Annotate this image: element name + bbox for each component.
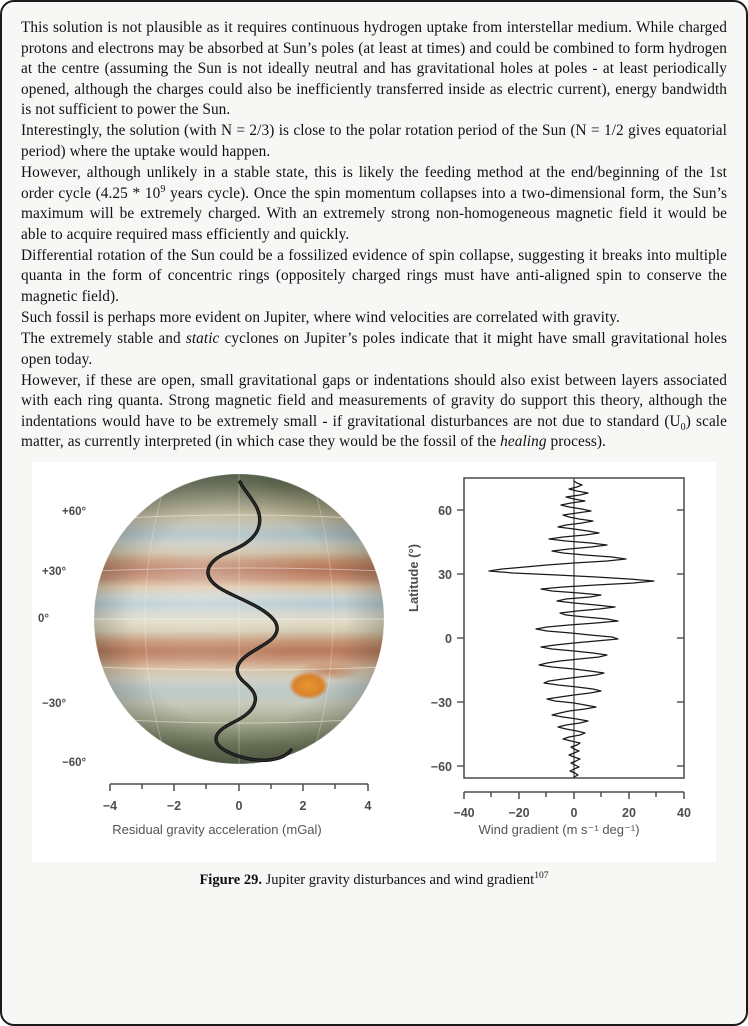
paragraph-2: Interestingly, the solution (with N = 2/3) is close to the polar rotation period of the Sun (N = 1/2 gives equatorial period) where the uptake would happen. [21, 122, 727, 160]
figure-caption-reference: 107 [534, 869, 549, 881]
paragraph-6 [21, 329, 727, 370]
wind-xtick-0: 0 [570, 805, 578, 818]
paragraph-7 [21, 371, 727, 453]
globe-lat-label-60s: −60° [62, 756, 87, 769]
figure-image-area [32, 462, 716, 862]
globe-lat-label-30n: +30° [42, 565, 67, 578]
wind-gradient-plot [428, 470, 698, 818]
chart-wind-gradient [402, 462, 716, 862]
paragraph-3 [21, 163, 727, 245]
wind-xtick-neg40: −40 [453, 805, 475, 818]
gravity-xtick-0: 0 [235, 798, 243, 813]
gravity-xtick-2: 2 [299, 798, 307, 813]
paragraph-4: Differential rotation of the Sun could be a fossilized evidence of spin collapse, suggesting it breaks into multiple quanta in the form of concentric rings (oppositely charged rings must have anti-aligned spin to conserve the magnetic field). [21, 246, 727, 305]
paragraph-6-part-a: The extremely stable and [21, 329, 186, 347]
residual-gravity-axis-title: Residual gravity acceleration (mGal) [112, 821, 322, 837]
paragraph-7-part-b: ) scale matter, as currently interpreted (in which case they would be the fossil of the [21, 412, 727, 451]
paragraph-7-part-c: process). [546, 433, 606, 451]
figure-caption-text: Jupiter gravity disturbances and wind gradient [262, 871, 535, 888]
wind-gradient-y-axis-title: Latitude (°) [406, 543, 421, 612]
wind-ytick-60: 60 [438, 503, 452, 518]
wind-xtick-neg20: −20 [508, 805, 530, 818]
figure-29 [21, 462, 727, 897]
globe-lat-label-60n: +60° [62, 505, 87, 518]
wind-ytick-neg30: −30 [430, 695, 452, 710]
paragraph-7-part-a: However, if these are open, small gravitational gaps or indentations should also exist between layers associated with each ring quanta. Strong magnetic field and measurements of gravity do support this theory, although the indentations would have to be extremely small - if gravitational disturbances are not due to standard (U [21, 371, 727, 430]
globe-lat-label-0: 0° [38, 612, 49, 625]
gravity-xtick-4: 4 [364, 798, 372, 813]
gravity-xtick-neg2: −2 [166, 798, 182, 813]
wind-gradient-axis-title [402, 822, 716, 838]
wind-ytick-neg60: −60 [430, 759, 452, 774]
jupiter-globe [94, 474, 384, 764]
paragraph-6-emphasis-static: static [185, 329, 220, 347]
wind-ytick-30: 30 [438, 567, 452, 582]
chart-residual-gravity [32, 462, 402, 862]
paragraph-7-subscript: 0 [680, 421, 686, 433]
paragraph-3-part-a: However, although unlikely in a stable state, this is likely the feeding method at the end/beginning of the 1st order cycle (4.25 * 10 [21, 163, 727, 202]
paragraph-3-part-b: years cycle). Once the spin momentum collapses into a two-dimensional form, the Sun’s maximum will be extremely charged. With an extremely strong non-homogeneous magnetic field it would be able to acquire required mass efficiently and quickly. [21, 184, 727, 243]
figure-caption [21, 869, 727, 897]
figure-caption-label: Figure 29. [199, 871, 262, 888]
paragraph-5: Such fossil is perhaps more evident on Jupiter, where wind velocities are correlated with gravity. [21, 308, 620, 326]
wind-xtick-20: 20 [622, 805, 636, 818]
globe-lat-label-30s: −30° [42, 697, 67, 710]
page-content [2, 2, 746, 897]
paragraph-3-exponent: 9 [160, 183, 166, 195]
paragraph-6-part-b: cyclones on Jupiter’s poles indicate that it might have small gravitational holes open today. [21, 329, 727, 368]
wind-gradient-axis-title-text: Wind gradient (m s⁻¹ deg⁻¹) [478, 821, 640, 837]
wind-xtick-40: 40 [677, 805, 691, 818]
residual-gravity-x-axis [94, 774, 384, 820]
gravity-xtick-neg4: −4 [102, 798, 118, 813]
paragraph-7-emphasis-healing: healing [500, 433, 547, 451]
residual-gravity-curve [94, 474, 384, 764]
wind-ytick-0: 0 [445, 631, 452, 646]
paragraph-1: This solution is not plausible as it requires continuous hydrogen uptake from interstellar medium. While charged protons and electrons may be absorbed at Sun’s poles (at least at times) and could be combined to form hydrogen at the centre (assuming the Sun is not ideally neutral and has gravitational holes at poles - at least periodically opened, although the charges could also be inefficiently transferred inside as electric current), energy bandwidth is not sufficient to power the Sun. [21, 19, 727, 119]
